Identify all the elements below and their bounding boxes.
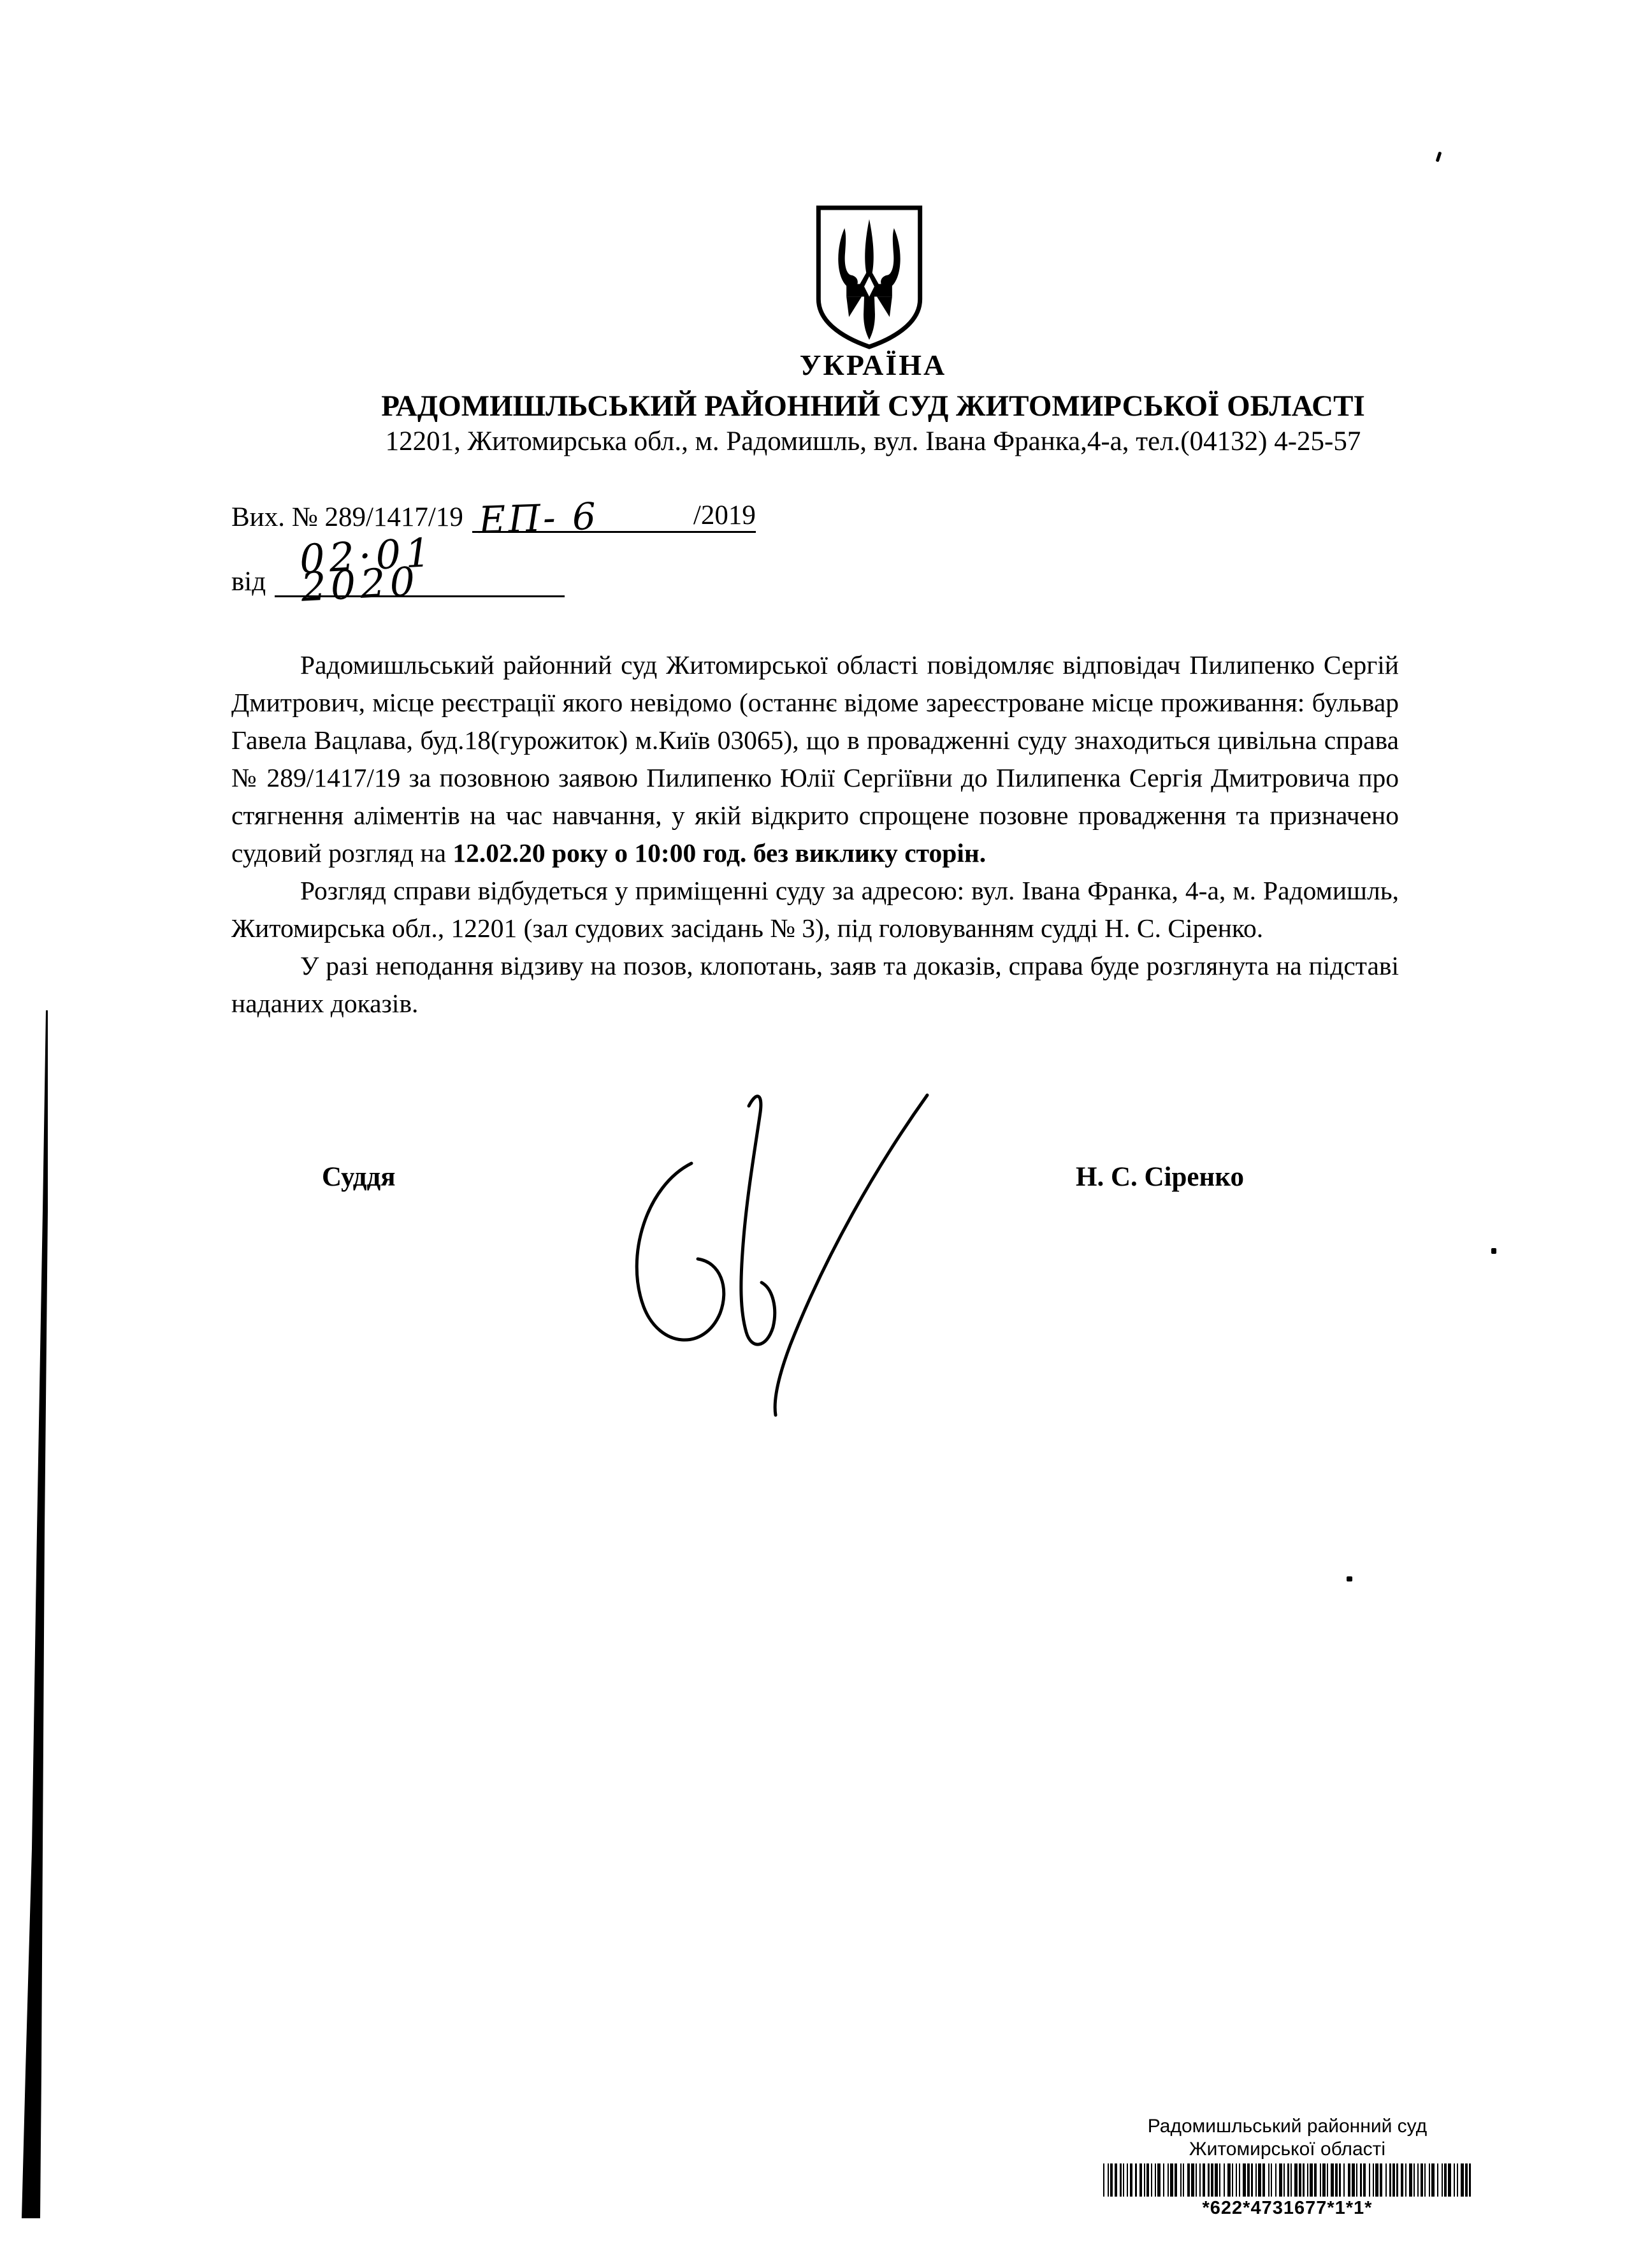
country-title: УКРАЇНА xyxy=(799,349,947,381)
paragraph-notification-text: Радомишльський районний суд Житомирської області повідомляє відповідач Пилипенко Сергій Дмитрович, місце реєстрації якого невідомо (останнє відоме зареєстроване місце проживання: бульвар Гавела Вацлава, буд.18(гурожиток) м.Київ 03065), що в провадженні суду знаходиться цивільна справа № 289/1417/19 за позовною заявою Пилипенко Юлії Сергіївни до Пилипенка Сергія Дмитровича про стягнення аліментів на час навчання, у якій відкрито спрощене позовне провадження та призначено судовий розгляд на xyxy=(231,650,1399,868)
scan-speck xyxy=(1347,1576,1352,1581)
scan-speck xyxy=(1436,152,1442,163)
reference-block xyxy=(231,494,756,611)
scan-speck xyxy=(1491,1248,1496,1254)
barcode-value: *622*4731677*1*1* xyxy=(1202,2198,1373,2218)
paragraph-consequences: У разі неподання відзиву на позов, клопотань, заяв та доказів, справа буде розглянута на підставі наданих доказів. xyxy=(231,951,1399,1018)
outgoing-number-line xyxy=(231,494,756,542)
paragraph-notification xyxy=(231,646,1399,872)
barcode xyxy=(1103,2163,1472,2197)
ukraine-trident-emblem xyxy=(811,203,928,352)
outgoing-number-label: Вих. № 289/1417/19 xyxy=(231,502,463,532)
barcode-court-line1: Радомишльський районний суд xyxy=(1147,2116,1428,2137)
date-fill-line xyxy=(275,528,565,611)
letter-body xyxy=(231,646,1399,1022)
signature-role-label: Суддя xyxy=(322,1162,396,1192)
scan-artifact-bar xyxy=(0,1007,57,2221)
outgoing-number-fill-line xyxy=(472,494,756,542)
barcode-court-line2: Житомирської області xyxy=(1189,2139,1386,2160)
year-suffix: /2019 xyxy=(693,500,756,530)
judge-name: Н. С. Сіренко xyxy=(1076,1162,1244,1192)
barcode-block xyxy=(1083,2115,1491,2219)
date-line xyxy=(231,528,756,611)
date-label: від xyxy=(231,567,266,597)
paragraph-hearing-location: Розгляд справи відбудеться у приміщенні суду за адресою: вул. Івана Франка, 4-а, м. Радомишль, Житомирська обл., 12201 (зал судових засідань № 3), під головуванням судді Н. С. Сіренко. xyxy=(231,876,1399,943)
handwritten-case-code: ЕП- 6 xyxy=(477,494,599,542)
handwritten-date: 02·01 2020 xyxy=(298,528,437,611)
handwritten-signature xyxy=(596,1077,953,1418)
paragraph-notification-bold: 12.02.20 року о 10:00 год. без виклику сторін. xyxy=(452,838,987,868)
court-name: РАДОМИШЛЬСЬКИЙ РАЙОННИЙ СУД ЖИТОМИРСЬКОЇ ОБЛАСТІ xyxy=(381,389,1365,423)
court-address: 12201, Житомирська обл., м. Радомишль, вул. Івана Франка,4-а, тел.(04132) 4-25-57 xyxy=(385,426,1361,456)
